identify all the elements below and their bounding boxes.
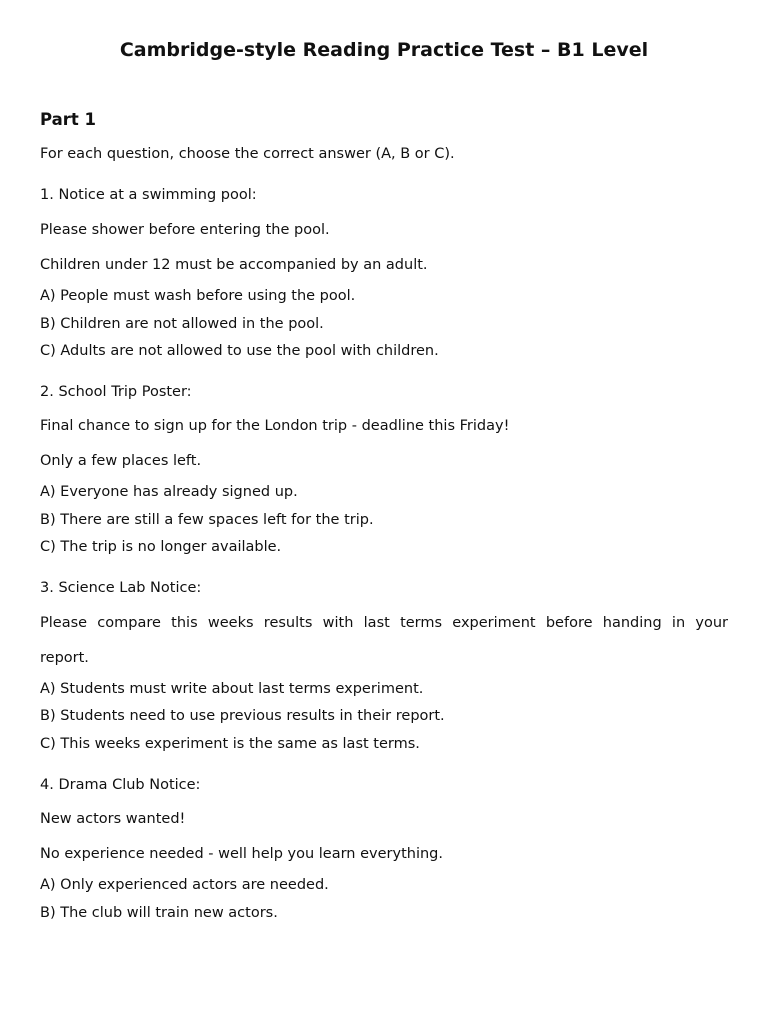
question-2-option-a: A) Everyone has already signed up. [40, 484, 298, 500]
question-3-option-b: B) Students need to use previous results in their report. [40, 708, 445, 724]
question-1-notice-line: Children under 12 must be accompanied by an adult. [40, 257, 428, 273]
question-4-option-b: B) The club will train new actors. [40, 905, 278, 921]
question-2-heading: 2. School Trip Poster: [40, 384, 192, 400]
question-3-notice-line: report. [40, 650, 89, 666]
question-3-notice-line: Please compare this weeks results with last terms experiment before handing in your [40, 615, 728, 631]
question-2-option-b: B) There are still a few spaces left for the trip. [40, 512, 374, 528]
question-2-notice-line: Only a few places left. [40, 453, 202, 469]
question-4-option-a: A) Only experienced actors are needed. [40, 877, 329, 893]
part-heading: Part 1 [40, 110, 97, 129]
question-4-notice-line: New actors wanted! [40, 811, 186, 827]
question-2-option-c: C) The trip is no longer available. [40, 539, 282, 555]
question-4-heading: 4. Drama Club Notice: [40, 777, 201, 793]
instructions-text: For each question, choose the correct answer (A, B or C). [40, 146, 455, 162]
question-1-heading: 1. Notice at a swimming pool: [40, 187, 257, 203]
document-title: Cambridge-style Reading Practice Test – B1 Level [119, 39, 649, 61]
question-3-heading: 3. Science Lab Notice: [40, 580, 202, 596]
question-4-notice-line: No experience needed - well help you learn everything. [40, 846, 443, 862]
question-1-option-b: B) Children are not allowed in the pool. [40, 316, 324, 332]
question-2-notice-line: Final chance to sign up for the London trip - deadline this Friday! [40, 418, 510, 434]
question-1-option-c: C) Adults are not allowed to use the pool with children. [40, 343, 439, 359]
question-3-option-c: C) This weeks experiment is the same as last terms. [40, 736, 420, 752]
question-1-option-a: A) People must wash before using the pool. [40, 288, 356, 304]
question-3-option-a: A) Students must write about last terms experiment. [40, 681, 424, 697]
question-1-notice-line: Please shower before entering the pool. [40, 222, 330, 238]
